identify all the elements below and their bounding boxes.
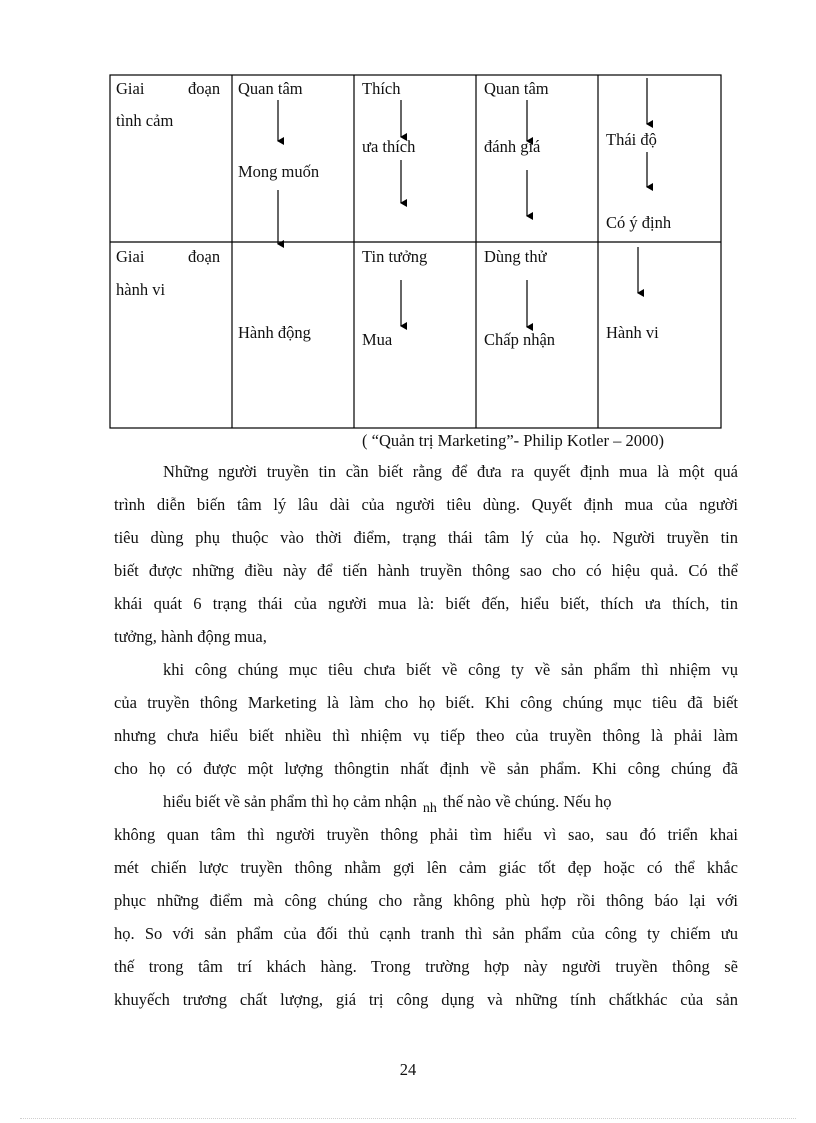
paragraph-line: không quan tâm thì người truyền thông phải tìm hiểu vì sao, sau đó triển khai <box>114 825 738 844</box>
cell-dung-thu: Dùng thử <box>484 247 547 266</box>
paragraph-line: phục những điểm mà công chúng cho rằng không phù hợp rồi thông báo lại với <box>114 891 738 910</box>
paragraph-line: trình diễn biến tâm lý lâu dài của người tiêu dùng. Quyết định mua của người <box>114 495 738 514</box>
paragraph-line: mét chiến lược truyền thông nhằm gợi lên cảm giác tốt đẹp hoặc có thể khắc <box>114 858 738 877</box>
stray-subscript-text: nh <box>422 801 437 816</box>
paragraph-line: khái quát 6 trạng thái của người mua là: biết đến, hiểu biết, thích ưa thích, tin <box>114 594 738 613</box>
paragraph-line: Những người truyền tin cần biết rằng để đưa ra quyết định mua là một quá <box>163 462 738 481</box>
paragraph-line: họ. So với sản phẩm của đối thủ cạnh tranh thì sản phẩm của công ty chiếm ưu <box>114 924 738 943</box>
cell-ua-thich: ưa thích <box>362 137 416 156</box>
row2-stage-label-word3: hành vi <box>116 280 166 299</box>
paragraph-text: thế nào về chúng. Nếu họ <box>442 792 612 811</box>
flow-arrows <box>278 78 647 327</box>
row1-stage-label-word2: đoạn <box>188 79 221 98</box>
cell-quan-tam-2: Quan tâm <box>484 79 549 98</box>
row1-stage-label-word1: Giai <box>116 79 145 98</box>
paragraph-line: của truyền thông Marketing là làm cho họ biết. Khi công chúng mục tiêu đã biết <box>114 693 738 712</box>
paragraph-line: khi công chúng mục tiêu chưa biết về công ty về sản phẩm thì nhiệm vụ <box>163 660 738 679</box>
cell-co-y-dinh: Có ý định <box>606 213 672 232</box>
cell-hanh-vi: Hành vi <box>606 323 659 342</box>
table-caption: ( “Quản trị Marketing”- Philip Kotler – 2000) <box>362 431 664 450</box>
paragraph-line: tưởng, hành động mua, <box>114 627 267 646</box>
cell-quan-tam: Quan tâm <box>238 79 303 98</box>
paragraph-line: khuyếch trương chất lượng, giá trị công dụng và những tính chấtkhác của sản <box>114 990 738 1009</box>
page-bottom-rule <box>20 1118 796 1119</box>
cell-mong-muon: Mong muốn <box>238 162 320 181</box>
paragraph-line: nhưng chưa hiểu biết nhiều thì nhiệm vụ tiếp theo của truyền thông là phải làm <box>114 726 738 745</box>
cell-thai-do: Thái độ <box>606 130 657 149</box>
paragraph-line: biết được những điều này để tiến hành truyền thông sao cho có hiệu quả. Có thể <box>114 561 738 580</box>
paragraph-line: tiêu dùng phụ thuộc vào thời điểm, trạng thái tâm lý của họ. Người truyền tin <box>114 528 738 547</box>
paragraph-text: hiểu biết về sản phẩm thì họ cảm nhận <box>163 792 417 811</box>
cell-danh-gia: đánh giá <box>484 137 541 156</box>
row1-stage-label-word3: tình cảm <box>116 111 174 130</box>
row2-stage-label-word1: Giai <box>116 247 145 266</box>
page-number: 24 <box>399 1060 417 1079</box>
paragraph-line <box>163 792 611 814</box>
row2-stage-label-word2: đoạn <box>188 247 221 266</box>
paragraph-line: cho họ có được một lượng thôngtin nhất định về sản phẩm. Khi công chúng đã <box>114 759 738 778</box>
cell-chap-nhan: Chấp nhận <box>484 330 556 349</box>
cell-hanh-dong: Hành động <box>238 323 311 342</box>
paragraph-line: thế trong tâm trí khách hàng. Trong trường hợp này người truyền thông sẽ <box>114 957 738 976</box>
cell-mua: Mua <box>362 330 393 349</box>
cell-thich: Thích <box>362 79 401 98</box>
cell-tin-tuong: Tin tưởng <box>362 247 428 266</box>
